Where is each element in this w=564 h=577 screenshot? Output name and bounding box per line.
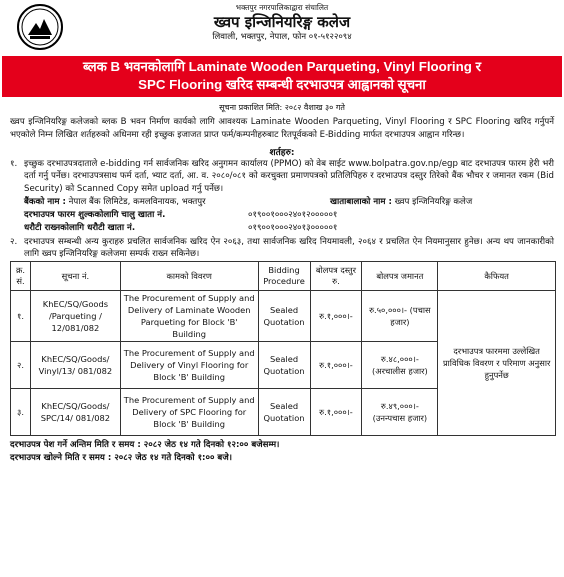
cell-bid-security: रु.४९,०००।- (उनन्पचास हजार) <box>362 389 438 436</box>
opening-time: दरभाउपत्र खोल्ने मिति र समय : २०८२ जेठ १४ गते दिनको १:०० बजे। <box>10 453 232 464</box>
holder-name: ख्वप इन्जिनियरिङ्ग कलेज <box>394 196 473 207</box>
cell-description: The Procurement of Supply and Delivery of SPC Flooring for Block 'B' Building <box>120 389 258 436</box>
table-row <box>11 291 556 342</box>
cell-remarks: दरभाउपत्र फारममा उल्लेखित प्राविधिक विवरण र परिमाण अनुसार हुनुपर्नेछ <box>438 291 556 436</box>
col-procedure: Bidding Procedure <box>258 262 310 291</box>
banner-line-2: SPC Flooring खरिद सम्बन्धी दरभाउपत्र आह्वानको सूचना <box>138 77 426 92</box>
bank-name: नेपाल बैंक लिमिटेड, कमलविनायक, भक्तपुर <box>68 196 206 207</box>
account-2-number: ०१९००१०००२४०१३०००००१ <box>248 223 338 234</box>
cell-bid-security: रु.५०,०००।- (पचास हजार) <box>362 291 438 342</box>
college-emblem-icon <box>16 3 64 51</box>
col-notice: सूचना नं. <box>30 262 120 291</box>
cell-description: The Procurement of Supply and Delivery of Vinyl Flooring for Block 'B' Building <box>120 342 258 389</box>
header <box>0 0 564 56</box>
cell-procedure: Sealed Quotation <box>258 389 310 436</box>
cell-fee: रु.१,०००।- <box>310 389 362 436</box>
cell-procedure: Sealed Quotation <box>258 291 310 342</box>
condition-item <box>0 236 564 262</box>
bank-label: बैंकको नाम : <box>24 196 66 207</box>
cell-notice: KhEC/SQ/Goods /Parqueting / 12/081/082 <box>30 291 120 342</box>
header-sub: भक्तपुर नगरपालिकाद्वारा संचालित <box>235 3 329 12</box>
cell-sn: २. <box>11 342 31 389</box>
submission-deadline: दरभाउपत्र पेश गर्ने अन्तिम मिति र समय : २०८२ जेठ १४ गते दिनको १२:०० बजेसम्म। <box>10 440 280 451</box>
cell-procedure: Sealed Quotation <box>258 342 310 389</box>
cell-bid-security: रु.४८,०००।- (अरचालीस हजार) <box>362 342 438 389</box>
holder-label: खाताबालाको नाम : <box>330 196 392 207</box>
college-title: ख्वप इन्जिनियरिङ्ग कलेज <box>213 13 351 31</box>
account-1-number: ०१९००१०००२४०१२०००००१ <box>248 210 338 221</box>
banner-line-1: ब्लक B भवनकोलागि Laminate Wooden Parqueting, Vinyl Flooring र <box>82 59 482 74</box>
cell-fee: रु.१,०००।- <box>310 291 362 342</box>
table-header-row <box>11 262 556 291</box>
condition-number: १. <box>10 158 18 169</box>
cell-fee: रु.१,०००।- <box>310 342 362 389</box>
account-row-2 <box>0 222 564 235</box>
cell-sn: १. <box>11 291 31 342</box>
publication-date: सूचना प्रकाशित मिति: २०८२ वैशाख ३० गते <box>219 103 345 112</box>
col-sn: क्र. सं. <box>11 262 31 291</box>
account-1-label: दरभाउपत्र फारम शुल्ककोलागि चालु खाता नं. <box>24 210 166 221</box>
cell-notice: KhEC/SQ/Goods/ Vinyl/13/ 081/082 <box>30 342 120 389</box>
condition-number: २. <box>10 236 18 247</box>
deadlines <box>0 436 564 465</box>
condition-text: दरभाउपत्र सम्बन्धी अन्य कुराहरु प्रचलित सार्वजनिक खरिद ऐन २०६३, तथा सार्वजनिक खरिद नियमावली, २०६४ र प्रचलित ऐन नियमानुसार हुनेछ। अन्य थप जानकारीको लागि ख्वप इन्जिनियरिङ्ग कलेजमा सम्पर्क राख्न सकिनेछ। <box>24 236 554 260</box>
cell-description: The Procurement of Supply and Delivery of Laminate Wooden Parqueting for Block 'B' Building <box>120 291 258 342</box>
condition-item <box>0 158 564 196</box>
bank-row <box>0 196 564 209</box>
account-row-1 <box>0 209 564 222</box>
col-bid-security: बोलपत्र जमानत <box>362 262 438 291</box>
procurement-table <box>10 261 556 436</box>
condition-text: इच्छुक दरभाउपत्रदाताले e-bidding गर्न सार्वजनिक खरिद अनुगमन कार्यालय (PPMO) को वेब साईट www.bolpatra.gov.np/egp बाट दरभाउपत्र फारम हेरी भरी दर्ता गर्नु पर्नेछ। दरभाउपत्रसाथ फर्म दर्ता, भ्याट दर्ता, आ. व. २०८०/०८१ को करचुक्ता प्रमाणपत्रको प्रतिलिपिहरु र दरभाउपत्र दस्तुर तिरेको बैंक भौचर र जमानत रकम (Bid Security) को Scanned Copy समेत upload गर्नु पर्नेछ। <box>24 158 554 195</box>
intro-paragraph: ख्वप इन्जिनियरिङ्ग कलेजको ब्लक B भवन निर्माण कार्यको लागि आवश्यक Laminate Wooden Parqueting, Vinyl Flooring र SPC Flooring खरिद गर्नुपर्ने भएकोले निम्न लिखित शर्तहरुको अधिनमा रही इच्छुक इजाजत प्राप्त फर्म/कम्पनीहरुबाट रितपूर्वकको E-Bidding मार्फत दरभाउपत्र आह्वान गरिन्छ। <box>10 117 554 140</box>
notice-banner <box>2 56 562 97</box>
account-2-label: धरौटी राख्नकोलागि धरौटी खाता नं. <box>24 223 136 234</box>
col-description: कामको विवरण <box>120 262 258 291</box>
col-fee: बोलपत्र दस्तुर रु. <box>310 262 362 291</box>
col-remarks: कैफियत <box>438 262 556 291</box>
cell-notice: KhEC/SQ/Goods/ SPC/14/ 081/082 <box>30 389 120 436</box>
conditions-heading: शर्तहरु: <box>269 147 295 158</box>
college-address: लिवाली, भक्तपुर, नेपाल, फोन ०१-५१२२०९४ <box>212 32 352 42</box>
cell-sn: ३. <box>11 389 31 436</box>
